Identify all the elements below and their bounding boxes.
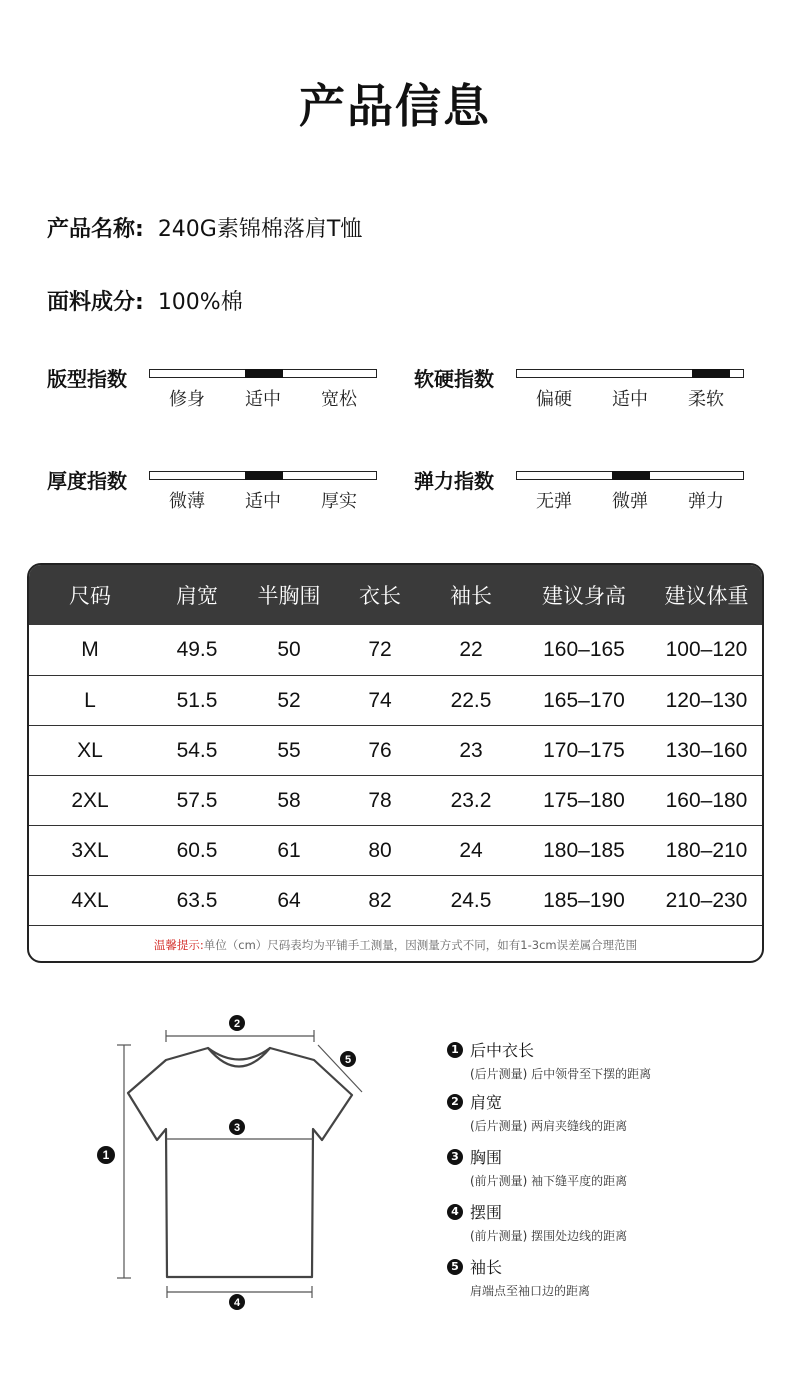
- table-cell: 120–130: [665, 688, 748, 712]
- number-2-icon: 2: [447, 1094, 463, 1110]
- column-header: 袖长: [450, 584, 492, 608]
- table-cell: 72: [368, 638, 392, 661]
- page-title: 产品信息: [299, 79, 491, 133]
- table-cell: 63.5: [176, 888, 218, 912]
- table-cell: 24.5: [450, 888, 492, 912]
- index-bar-fill: [612, 471, 650, 480]
- index-bar: [516, 471, 744, 480]
- diagram-marker-3-icon: [229, 1119, 245, 1135]
- index-bar: [149, 369, 377, 378]
- index-label: 版型指数: [47, 367, 127, 391]
- table-cell: 76: [368, 738, 392, 762]
- column-header: 半胸围: [257, 584, 321, 608]
- index-bar: [149, 471, 377, 480]
- index-elasticity: [414, 465, 754, 525]
- index-bar-fill: [692, 369, 730, 378]
- svg-text:2: 2: [233, 1018, 241, 1030]
- diagram-marker-1-icon: [97, 1146, 115, 1164]
- index-option: 厚实: [321, 491, 357, 512]
- index-option: 适中: [612, 389, 648, 410]
- table-cell: 210–230: [665, 888, 748, 912]
- diagram-marker-4-icon: [229, 1294, 245, 1310]
- table-cell: 49.5: [176, 638, 218, 661]
- table-cell: 74: [368, 688, 392, 712]
- index-bar: [516, 369, 744, 378]
- table-cell: 160–165: [543, 638, 625, 661]
- fabric-value: 100%棉: [157, 290, 243, 315]
- index-softness: [414, 363, 754, 423]
- table-cell: 52: [277, 688, 301, 712]
- legend-item: [447, 1090, 627, 1134]
- legend-desc: 肩端点至袖口边的距离: [470, 1284, 591, 1298]
- column-header: 肩宽: [176, 584, 218, 608]
- legend-item: [447, 1145, 627, 1189]
- table-row: [29, 625, 762, 675]
- number-5-icon: 5: [447, 1259, 463, 1275]
- svg-text:3: 3: [233, 1122, 241, 1134]
- legend-desc: (后片测量) 两肩夹缝线的距离: [470, 1119, 628, 1133]
- legend-item: [447, 1200, 627, 1244]
- table-cell: 23: [459, 738, 483, 762]
- tshirt-outline: [128, 1048, 352, 1277]
- table-cell: 165–170: [543, 688, 625, 712]
- column-header: 衣长: [359, 584, 401, 608]
- diagram-marker-2-icon: [229, 1015, 245, 1031]
- index-option: 修身: [169, 389, 205, 410]
- table-cell: 54.5: [176, 738, 218, 762]
- table-row: [29, 675, 762, 725]
- number-3-icon: 3: [447, 1149, 463, 1165]
- table-cell: 3XL: [71, 838, 109, 862]
- legend-title: 摆围: [470, 1203, 503, 1222]
- table-row: [29, 825, 762, 875]
- legend-title: 胸围: [470, 1148, 503, 1167]
- column-header: 尺码: [69, 584, 111, 608]
- index-label: 弹力指数: [414, 469, 494, 493]
- index-bar-fill: [245, 471, 283, 480]
- table-cell: 82: [368, 888, 392, 912]
- index-label: 软硬指数: [414, 367, 494, 391]
- legend-desc: (前片测量) 袖下缝平度的距离: [470, 1174, 628, 1188]
- product-name-row: [47, 212, 362, 243]
- diagram-marker-5-icon: [340, 1051, 356, 1067]
- index-option: 柔软: [688, 389, 724, 410]
- column-header: 建议体重: [664, 584, 749, 608]
- table-cell: 50: [277, 638, 301, 661]
- table-cell: 22: [459, 638, 483, 661]
- table-cell: 180–185: [543, 838, 625, 862]
- note-warning-label: 温馨提示:: [153, 937, 204, 952]
- legend-item: [447, 1038, 651, 1082]
- table-cell: L: [84, 688, 96, 712]
- table-row: [29, 725, 762, 775]
- table-row: [29, 775, 762, 825]
- table-cell: XL: [77, 738, 103, 762]
- table-cell: 160–180: [665, 788, 748, 812]
- table-cell: 100–120: [665, 638, 748, 661]
- table-cell: 80: [368, 838, 392, 862]
- table-cell: 4XL: [71, 888, 109, 912]
- number-1-icon: 1: [447, 1042, 463, 1058]
- table-cell: 58: [277, 788, 301, 812]
- index-option: 无弹: [536, 491, 572, 512]
- note-text: 单位（cm）尺码表均为平铺手工测量，因测量方式不同，如有1-3cm误差属合理范围: [203, 937, 638, 952]
- index-option: 宽松: [321, 389, 357, 410]
- svg-text:1: 1: [102, 1148, 110, 1162]
- table-cell: 180–210: [665, 838, 748, 862]
- index-option: 微弹: [612, 491, 648, 512]
- legend-title: 后中衣长: [470, 1041, 535, 1060]
- index-bar-fill: [245, 369, 283, 378]
- table-cell: 22.5: [450, 688, 492, 712]
- index-label: 厚度指数: [47, 469, 127, 493]
- table-cell: 2XL: [71, 788, 109, 812]
- svg-text:4: 4: [233, 1297, 241, 1309]
- index-option: 偏硬: [536, 389, 572, 410]
- index-thickness: [47, 465, 387, 525]
- legend-desc: (前片测量) 摆围处边线的距离: [470, 1229, 628, 1243]
- table-cell: 185–190: [543, 888, 625, 912]
- fabric-label: 面料成分:: [47, 290, 144, 315]
- table-cell: 64: [277, 888, 301, 912]
- table-cell: 51.5: [176, 688, 218, 712]
- product-name-value: 240G素锦棉落肩T恤: [157, 217, 363, 242]
- index-option: 适中: [245, 389, 281, 410]
- column-header: 建议身高: [542, 584, 626, 608]
- number-4-icon: 4: [447, 1204, 463, 1220]
- table-cell: 78: [368, 788, 392, 812]
- fabric-row: [47, 285, 243, 316]
- index-option: 弹力: [688, 491, 724, 512]
- table-cell: 60.5: [176, 838, 218, 862]
- legend-title: 肩宽: [470, 1093, 503, 1112]
- tshirt-measurement-diagram: [90, 1005, 390, 1325]
- table-body: [29, 625, 762, 925]
- table-cell: 61: [277, 838, 301, 862]
- legend-desc: (后片测量) 后中领骨至下摆的距离: [470, 1067, 652, 1081]
- table-cell: 23.2: [450, 788, 492, 812]
- table-cell: 57.5: [176, 788, 218, 812]
- table-cell: 175–180: [543, 788, 625, 812]
- table-row: [29, 875, 762, 925]
- table-cell: 170–175: [543, 738, 625, 762]
- table-cell: 55: [277, 738, 301, 762]
- table-cell: 130–160: [665, 738, 748, 762]
- svg-text:5: 5: [344, 1054, 352, 1066]
- index-fit: [47, 363, 387, 423]
- index-option: 微薄: [169, 491, 205, 512]
- size-table: [27, 563, 764, 963]
- table-cell: 24: [459, 838, 483, 862]
- product-name-label: 产品名称:: [47, 217, 144, 242]
- index-option: 适中: [245, 491, 281, 512]
- table-cell: M: [81, 638, 99, 661]
- legend-item: [447, 1255, 590, 1299]
- table-header: [29, 565, 762, 625]
- legend-title: 袖长: [470, 1258, 503, 1277]
- table-note: [29, 925, 762, 963]
